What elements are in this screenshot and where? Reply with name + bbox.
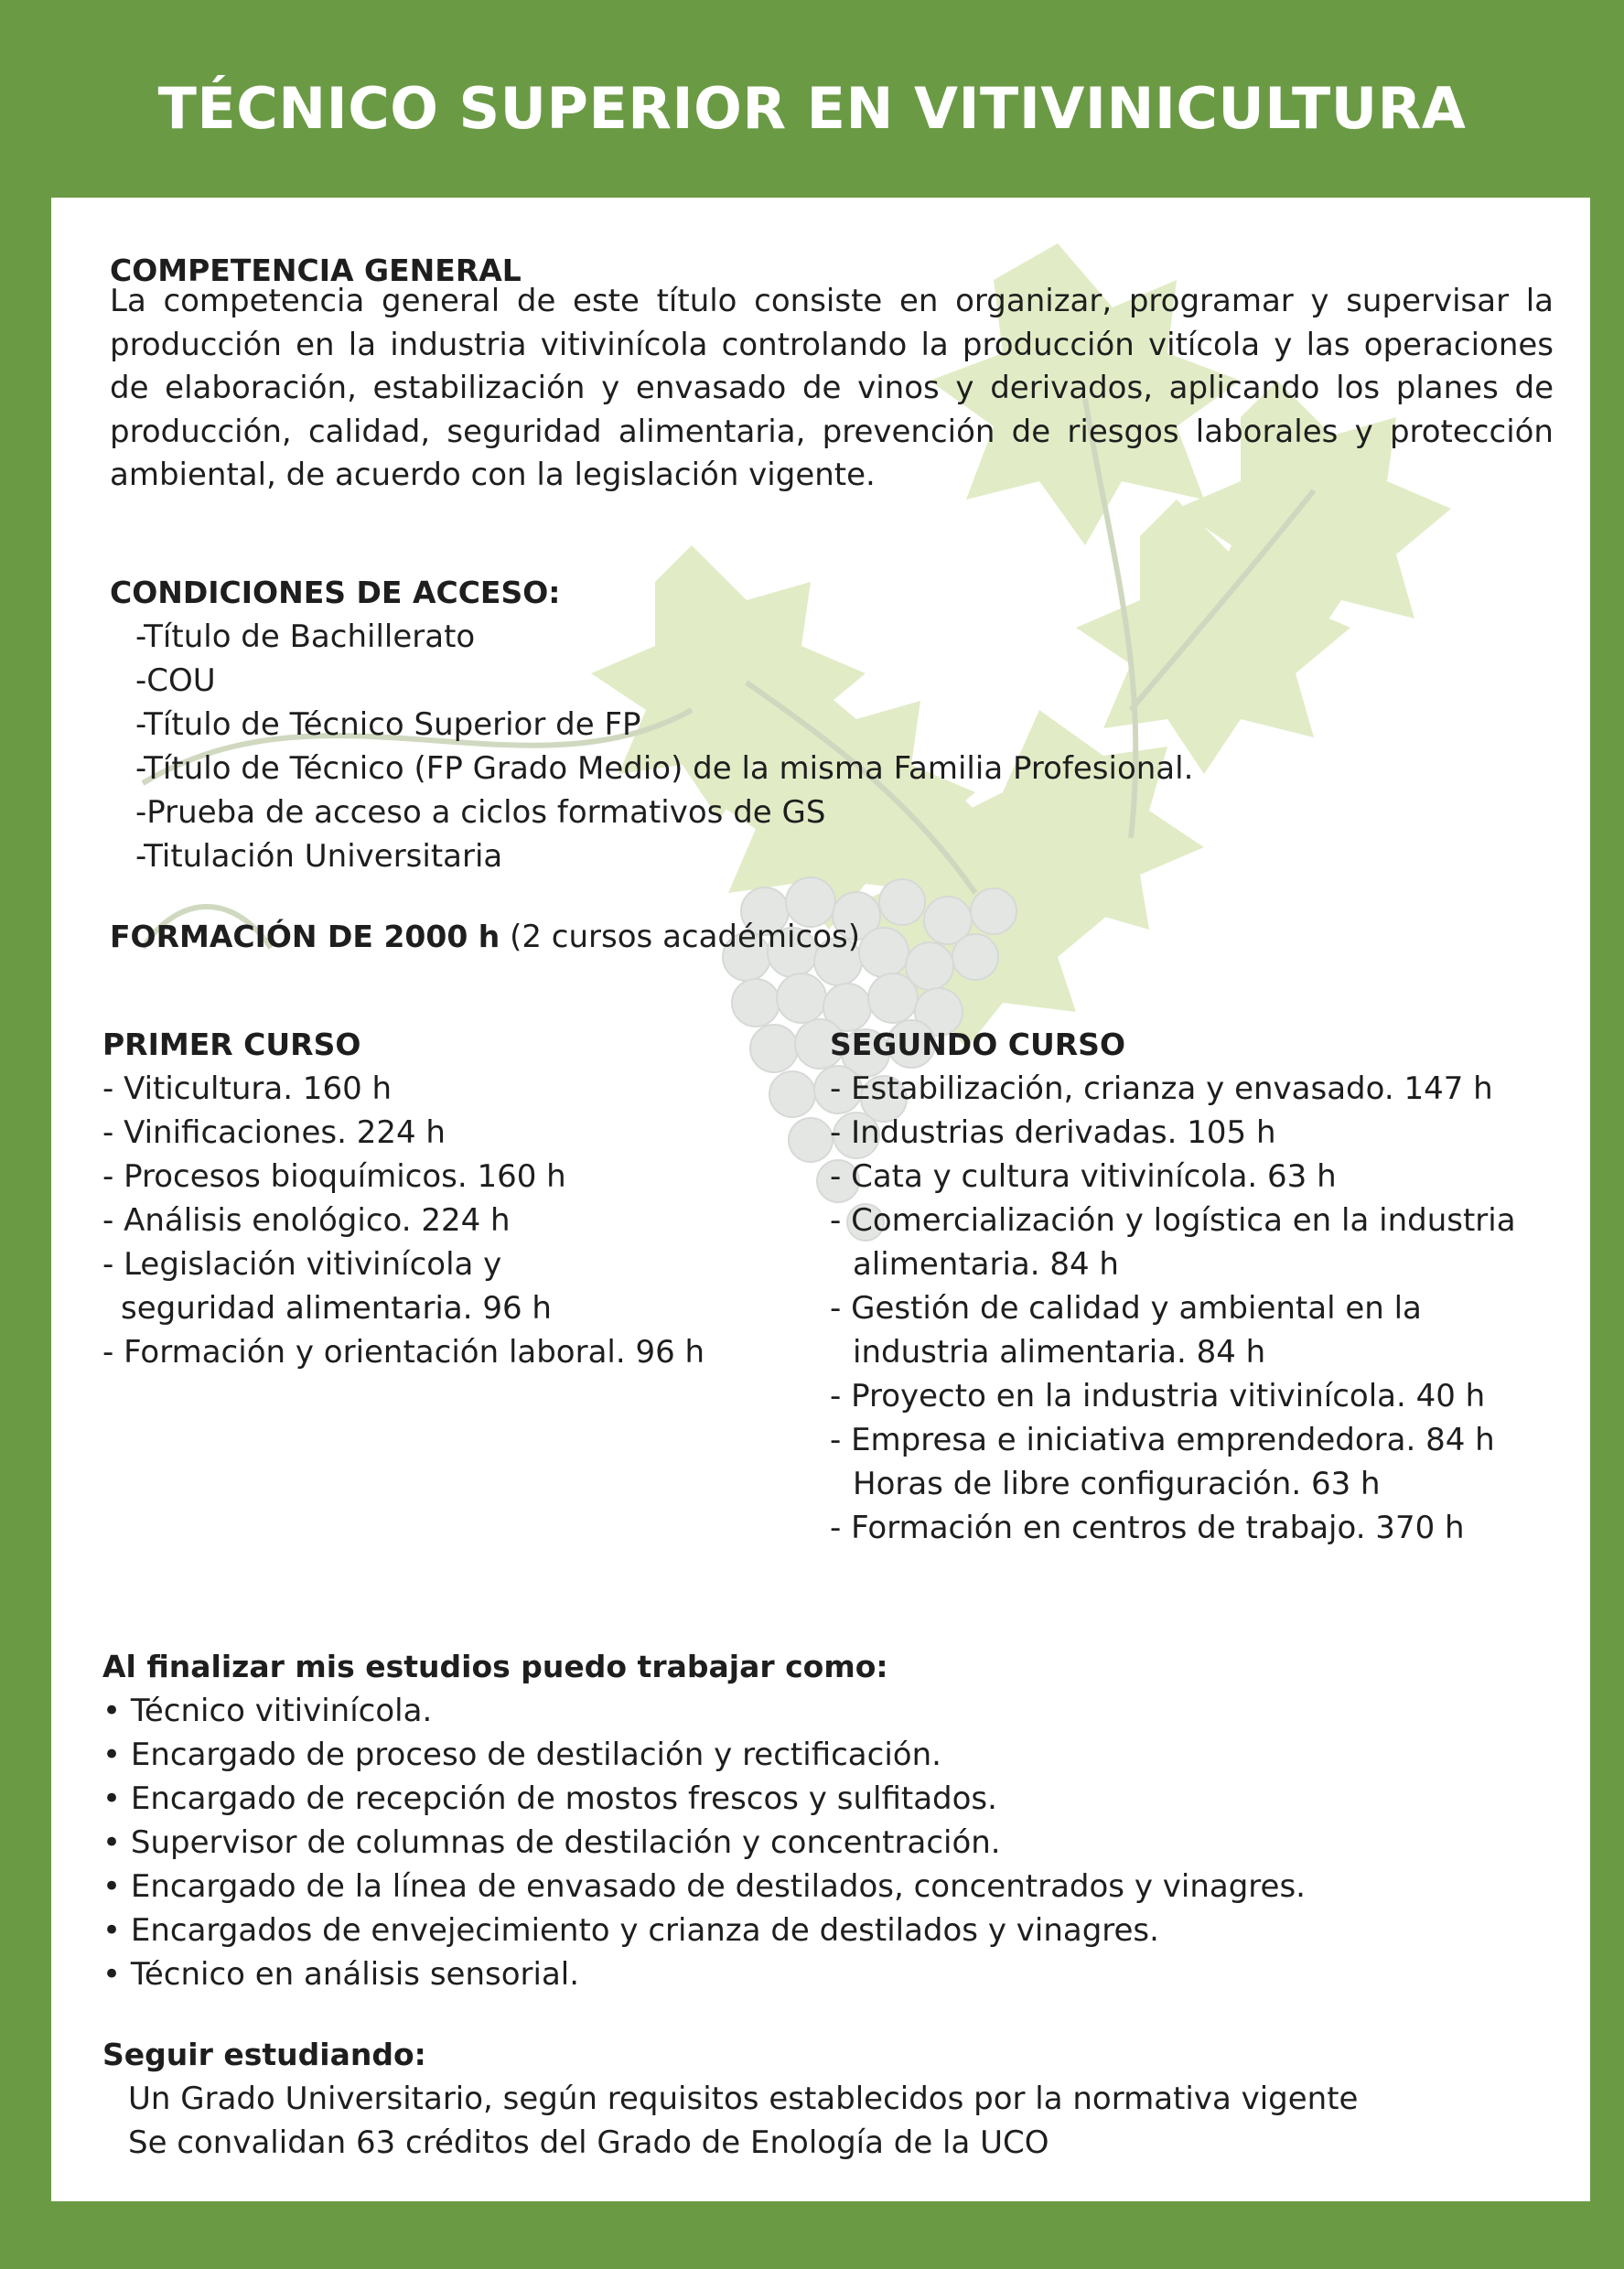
segundo-curso-module: - Empresa e iniciativa emprendedora. 84 h — [830, 1422, 1495, 1458]
acceso-item: -COU — [135, 662, 216, 699]
seguir-line: Un Grado Universitario, según requisitos establecidos por la normativa vigente — [128, 2081, 1359, 2117]
primer-curso-module: - Formación y orientación laboral. 96 h — [102, 1334, 705, 1371]
segundo-curso-module: alimentaria. 84 h — [853, 1246, 1119, 1283]
segundo-curso-module: - Formación en centros de trabajo. 370 h — [830, 1510, 1465, 1546]
salida-item: • Técnico en análisis sensorial. — [102, 1956, 580, 1993]
content-area — [51, 198, 1590, 2201]
salida-item: • Encargado de proceso de destilación y rectificación. — [102, 1737, 941, 1773]
primer-curso-module: - Legislación vitivinícola y — [102, 1246, 502, 1283]
segundo-curso-heading: SEGUNDO CURSO — [830, 1027, 1125, 1062]
segundo-curso-module: - Estabilización, crianza y envasado. 147 h — [830, 1070, 1493, 1107]
formacion-hours: FORMACIÓN DE 2000 h — [110, 919, 500, 954]
primer-curso-module: - Vinificaciones. 224 h — [102, 1114, 446, 1151]
seguir-line: Se convalidan 63 créditos del Grado de Enología de la UCO — [128, 2124, 1049, 2161]
acceso-item: -Titulación Universitaria — [135, 838, 503, 875]
primer-curso-heading: PRIMER CURSO — [102, 1027, 361, 1062]
segundo-curso-module: - Cata y cultura vitivinícola. 63 h — [830, 1158, 1337, 1195]
seguir-heading: Seguir estudiando: — [102, 2037, 426, 2072]
acceso-item: -Título de Técnico (FP Grado Medio) de la misma Familia Profesional. — [135, 750, 1194, 787]
formacion-courses: (2 cursos académicos) — [500, 919, 860, 955]
salidas-heading: Al finalizar mis estudios puedo trabajar como: — [102, 1649, 888, 1684]
page-title: TÉCNICO SUPERIOR EN VITIVINICULTURA — [157, 75, 1467, 142]
content-panel — [51, 198, 1590, 2201]
formacion-line — [110, 915, 860, 959]
segundo-curso-module: Horas de libre configuración. 63 h — [853, 1466, 1381, 1502]
primer-curso-module: - Viticultura. 160 h — [102, 1070, 393, 1107]
salida-item: • Encargados de envejecimiento y crianza de destilados y vinagres. — [102, 1912, 1159, 1949]
acceso-heading: CONDICIONES DE ACCESO: — [110, 575, 561, 610]
competencia-text: La competencia general de este título consiste en organizar, programar y supervisar la producción en la industria vitivinícola controlando la producción vitícola y las operaciones de elaboración, estabilización y envasado de vinos y derivados, aplicando los planes de producción, calidad, seguridad alimentaria, prevención de riesgos laborales y protección ambiental, de acuerdo con la legislación vigente. — [110, 283, 1554, 493]
segundo-curso-module: - Gestión de calidad y ambiental en la — [830, 1290, 1422, 1327]
primer-curso-module: seguridad alimentaria. 96 h — [121, 1290, 552, 1327]
segundo-curso-module: - Industrias derivadas. 105 h — [830, 1114, 1276, 1151]
acceso-item: -Prueba de acceso a ciclos formativos de GS — [135, 794, 826, 831]
segundo-curso-module: - Proyecto en la industria vitivinícola. 40 h — [830, 1378, 1486, 1414]
segundo-curso-module: industria alimentaria. 84 h — [853, 1334, 1266, 1371]
acceso-item: -Título de Bachillerato — [135, 618, 476, 655]
salida-item: • Encargado de recepción de mostos frescos y sulfitados. — [102, 1780, 997, 1817]
primer-curso-module: - Procesos bioquímicos. 160 h — [102, 1158, 566, 1195]
salida-item: • Encargado de la línea de envasado de destilados, concentrados y vinagres. — [102, 1868, 1306, 1905]
salida-item: • Supervisor de columnas de destilación y concentración. — [102, 1824, 1001, 1861]
segundo-curso-module: - Comercialización y logística en la industria — [830, 1202, 1516, 1239]
salida-item: • Técnico vitivinícola. — [102, 1693, 433, 1729]
competencia-heading: COMPETENCIA GENERAL — [110, 253, 522, 288]
primer-curso-module: - Análisis enológico. 224 h — [102, 1202, 511, 1239]
acceso-item: -Título de Técnico Superior de FP — [135, 706, 641, 743]
